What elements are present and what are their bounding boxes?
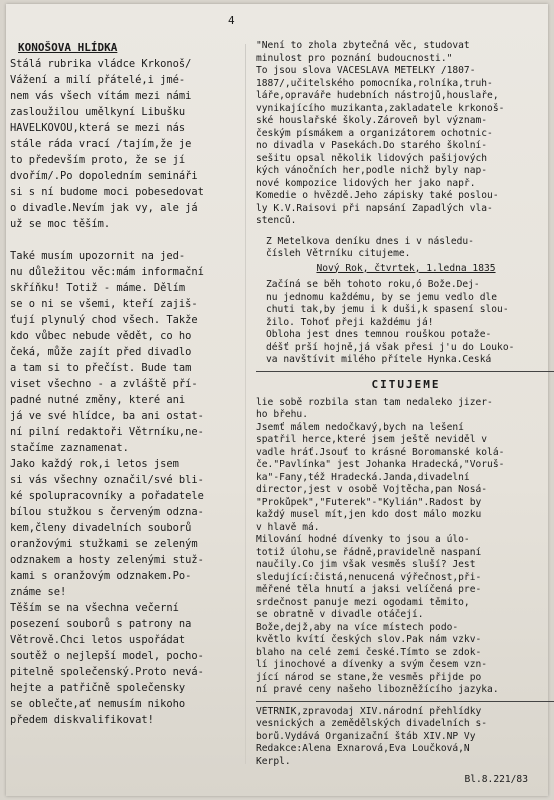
text-line: Začíná se běh tohoto roku,ó Bože.Dej- bbox=[266, 279, 480, 290]
text-line: kami s oranžovým odznakem.Po- bbox=[10, 570, 192, 582]
text-line: ní pravé ceny našeho libozněžícího jazyka. bbox=[256, 684, 499, 695]
diary-intro bbox=[256, 236, 554, 261]
text-line: ka"-Fany,též Hradecká.Janda,divadelní bbox=[256, 471, 470, 483]
newsletter-page bbox=[6, 4, 548, 796]
diary-date: Nový Rok, čtvrtek, 1.ledna 1835 bbox=[316, 262, 496, 274]
text-line: jící národ se stane,že vesměs přijde po bbox=[256, 671, 482, 683]
text-line: Stálá rubrika vládce Krkonoš/ bbox=[10, 58, 192, 70]
text-line: o divadle.Nevím jak vy, ale já bbox=[10, 202, 198, 214]
column-title: KONOŠOVA HLÍDKA bbox=[18, 41, 118, 54]
text-line: 1887/,učitelského pomocníka,rolníka,truh- bbox=[256, 77, 493, 89]
text-line: měřené těla hnutí a jaksi velíčená pre- bbox=[256, 584, 482, 595]
text-line: hejte a patřičně společensky bbox=[10, 682, 186, 694]
text-line: už se moc těším. bbox=[10, 218, 111, 230]
text-line: Jsemť málem nedočkavý,bych na lešení bbox=[256, 421, 464, 433]
text-line: lí jinochové a dívenky a svým česem vzn- bbox=[256, 659, 488, 670]
text-line: se o ni se všemi, kteří zajiš- bbox=[10, 298, 198, 310]
text-line: kdo vůbec nebude vědět, co ho bbox=[10, 330, 192, 342]
text-line: posezení souborů s patrony na bbox=[10, 618, 192, 630]
text-line: stále ráda vrací /tajím,že je bbox=[10, 138, 192, 150]
text-line: stačíme zaznamenat. bbox=[10, 442, 129, 454]
text-line: ské houslařské školy.Zároveň byl význam- bbox=[256, 115, 488, 126]
text-line: Obloha jest dnes temnou rouškou potaže- bbox=[266, 329, 492, 340]
text-line: padné nutné změny, které ani bbox=[10, 394, 186, 406]
text-line: Kerpl. bbox=[256, 755, 291, 767]
text-line: každý musel mít,jen kdo dost málo mozku bbox=[256, 509, 482, 520]
section-heading: CITUJEME bbox=[371, 377, 441, 391]
text-line: Také musím upozornit na jed- bbox=[10, 250, 186, 262]
signature: Bl.8.221/83 bbox=[464, 774, 528, 785]
right-column bbox=[256, 40, 554, 785]
metelka-intro bbox=[256, 40, 554, 228]
text-line: Větrově.Chci letos uspořádat bbox=[10, 634, 186, 646]
text-line: chuti tak,by jemu i k duši,k spasení slou- bbox=[266, 304, 509, 315]
text-line: dvořím/.Po dopoledním semináři bbox=[10, 170, 198, 182]
text-line: déšť prší hojně,já však přesi j'u do Louko- bbox=[266, 341, 515, 353]
text-line: Těším se na všechna večerní bbox=[10, 602, 179, 614]
text-line: žilo. Tohoť přeji každému já! bbox=[266, 316, 434, 328]
text-line: ho břehu. bbox=[256, 409, 308, 420]
text-line: odznakem a hosty zelenými stuž- bbox=[10, 554, 204, 566]
text-line: láře,opraváře hudebních nástrojů,houslaře, bbox=[256, 90, 499, 101]
text-line bbox=[10, 232, 242, 248]
text-line: totiž úlohu,se řádně,pravidelně naspaní bbox=[256, 546, 482, 558]
column-divider bbox=[245, 44, 246, 764]
text-line: Bože,dejž,aby na více místech podo- bbox=[256, 621, 459, 633]
text-line: sešitu opsal několik lidových pašijových bbox=[256, 152, 488, 164]
text-line: nem vás všech vítám mezi námi bbox=[10, 90, 192, 102]
text-line: v hlavě má. bbox=[256, 521, 320, 533]
text-line: HAVELKOVOU,která se mezi nás bbox=[10, 122, 186, 134]
text-line: viset všechno - a zvláště pří- bbox=[10, 378, 198, 390]
text-line: vadle hráť.Jsouť to krásné Boromanské kolá- bbox=[256, 446, 505, 458]
footer-rule bbox=[256, 701, 554, 702]
text-line: kem,členy divadelních souborů bbox=[10, 522, 192, 534]
text-line: ké spolupracovníky a pořadatele bbox=[10, 490, 204, 502]
text-line: minulost pro poznání budoucnosti." bbox=[256, 52, 453, 64]
masthead-footer bbox=[256, 706, 554, 769]
text-line: kých vánočních her,podle nichž byly nap- bbox=[256, 165, 488, 176]
text-line: director,jest v osobě Vojtěcha,pan Nosá- bbox=[256, 484, 488, 495]
text-line: zasloužilou umělkyní Libušku bbox=[10, 106, 186, 118]
text-line: lie sobě rozbila stan tam nedaleko jizer- bbox=[256, 396, 493, 408]
text-line: čeká, může zajít před divadlo bbox=[10, 346, 192, 358]
text-line: se oblečte,ať nemusím nikoho bbox=[10, 698, 186, 710]
text-line: va navštívit milého přítele Hynka.Česká bbox=[266, 354, 492, 365]
text-line: se obratně v divadle otáčejí. bbox=[256, 609, 424, 620]
text-line: ní pilní redaktoři Větrníku,ne- bbox=[10, 426, 204, 438]
text-line: "Není to zhola zbytečná věc, studovat bbox=[256, 40, 470, 51]
text-line: sledující:čistá,nenucená výřečnost,při- bbox=[256, 571, 482, 583]
text-line: známe se! bbox=[10, 586, 67, 598]
text-line: vesnických a zemědělských divadelních s- bbox=[256, 718, 488, 729]
text-line: soutěž o nejlepší model, pocho- bbox=[10, 650, 204, 662]
diary-entry bbox=[256, 279, 554, 367]
text-line: si s ní budome moci pobesedovat bbox=[10, 186, 204, 198]
text-line: nu důležitou věc:mám informační bbox=[10, 266, 204, 278]
text-line: a tam si to přečíst. Bude tam bbox=[10, 362, 192, 374]
text-line: si vás všechny označil/své bli- bbox=[10, 474, 204, 486]
text-line: skříňku! Totiž - máme. Dělím bbox=[10, 282, 186, 294]
text-line: To jsou slova VÁCESLAVA METELKY /1807- bbox=[256, 65, 476, 76]
text-line: stenců. bbox=[256, 215, 297, 226]
text-line: Komedie o hvězdě.Jeho zápisky také poslou- bbox=[256, 190, 499, 201]
text-line: "Prokůpek","Futerek"-"Kylián".Radost by bbox=[256, 496, 482, 508]
text-line: Vážení a milí přátelé,i jmé- bbox=[10, 74, 186, 86]
text-line: já ve své hlídce, ba ani ostat- bbox=[10, 410, 204, 422]
left-column-text bbox=[10, 56, 242, 728]
text-line: srdečnost panuje mezi ogodami těmito, bbox=[256, 596, 470, 608]
text-line: če."Pavlínka" jest Johanka Hradecká,"Voruš- bbox=[256, 459, 505, 470]
text-line: květlo kvítí českých slov.Pak nám vzkv- bbox=[256, 634, 482, 645]
text-line: Z Metelkova deníku dnes i v následu- bbox=[266, 235, 474, 247]
text-line: oranžovými stužkami se zeleným bbox=[10, 538, 198, 550]
text-line: blaho na celé zemi české.Tímto se zdok- bbox=[256, 646, 482, 658]
text-line: bílou stužkou s červeným odzna- bbox=[10, 506, 204, 518]
citujeme-text bbox=[256, 397, 554, 697]
text-line: pitelně společenský.Proto nevá- bbox=[10, 666, 204, 678]
text-line: Jako každý rok,i letos jsem bbox=[10, 458, 179, 470]
text-line: českým písmákem a organizátorem ochotnic- bbox=[256, 127, 493, 139]
text-line: Redakce:Alena Exnarová,Eva Loučková,N bbox=[256, 743, 470, 754]
text-line: VĚTRNÍK,zpravodaj XIV.národní přehlídky bbox=[256, 705, 482, 717]
text-line: nu jednomu každému, by se jemu vedlo dle bbox=[266, 291, 498, 303]
text-line: vynikajícího muzikanta,zakladatele krkonoš- bbox=[256, 102, 505, 114]
text-line: no divadla v Pasekách.Do starého školní- bbox=[256, 140, 488, 151]
text-line: nové kompozice lidových her jako např. bbox=[256, 177, 476, 189]
page-number: 4 bbox=[228, 14, 235, 27]
text-line: spatřil herce,které jsem ještě neviděl v bbox=[256, 434, 488, 445]
text-line: ťují plynulý chod všech. Takže bbox=[10, 314, 198, 326]
text-line: předem diskvalifikovat! bbox=[10, 714, 154, 726]
section-rule bbox=[256, 371, 554, 372]
text-line: čísleh Větrníku citujeme. bbox=[266, 248, 411, 259]
left-column bbox=[10, 40, 242, 728]
text-line: borů.Vydává Organizační štáb XIV.NP Vy bbox=[256, 730, 476, 742]
text-line: to především proto, že se jí bbox=[10, 154, 186, 166]
text-line: Milování hodné dívenky to jsou a úlo- bbox=[256, 534, 470, 545]
text-line: naučily.Co jim však vesměs sluší? Jest bbox=[256, 559, 476, 570]
text-line: ly K.V.Raisovi při napsání Zapadlých vla- bbox=[256, 202, 493, 214]
